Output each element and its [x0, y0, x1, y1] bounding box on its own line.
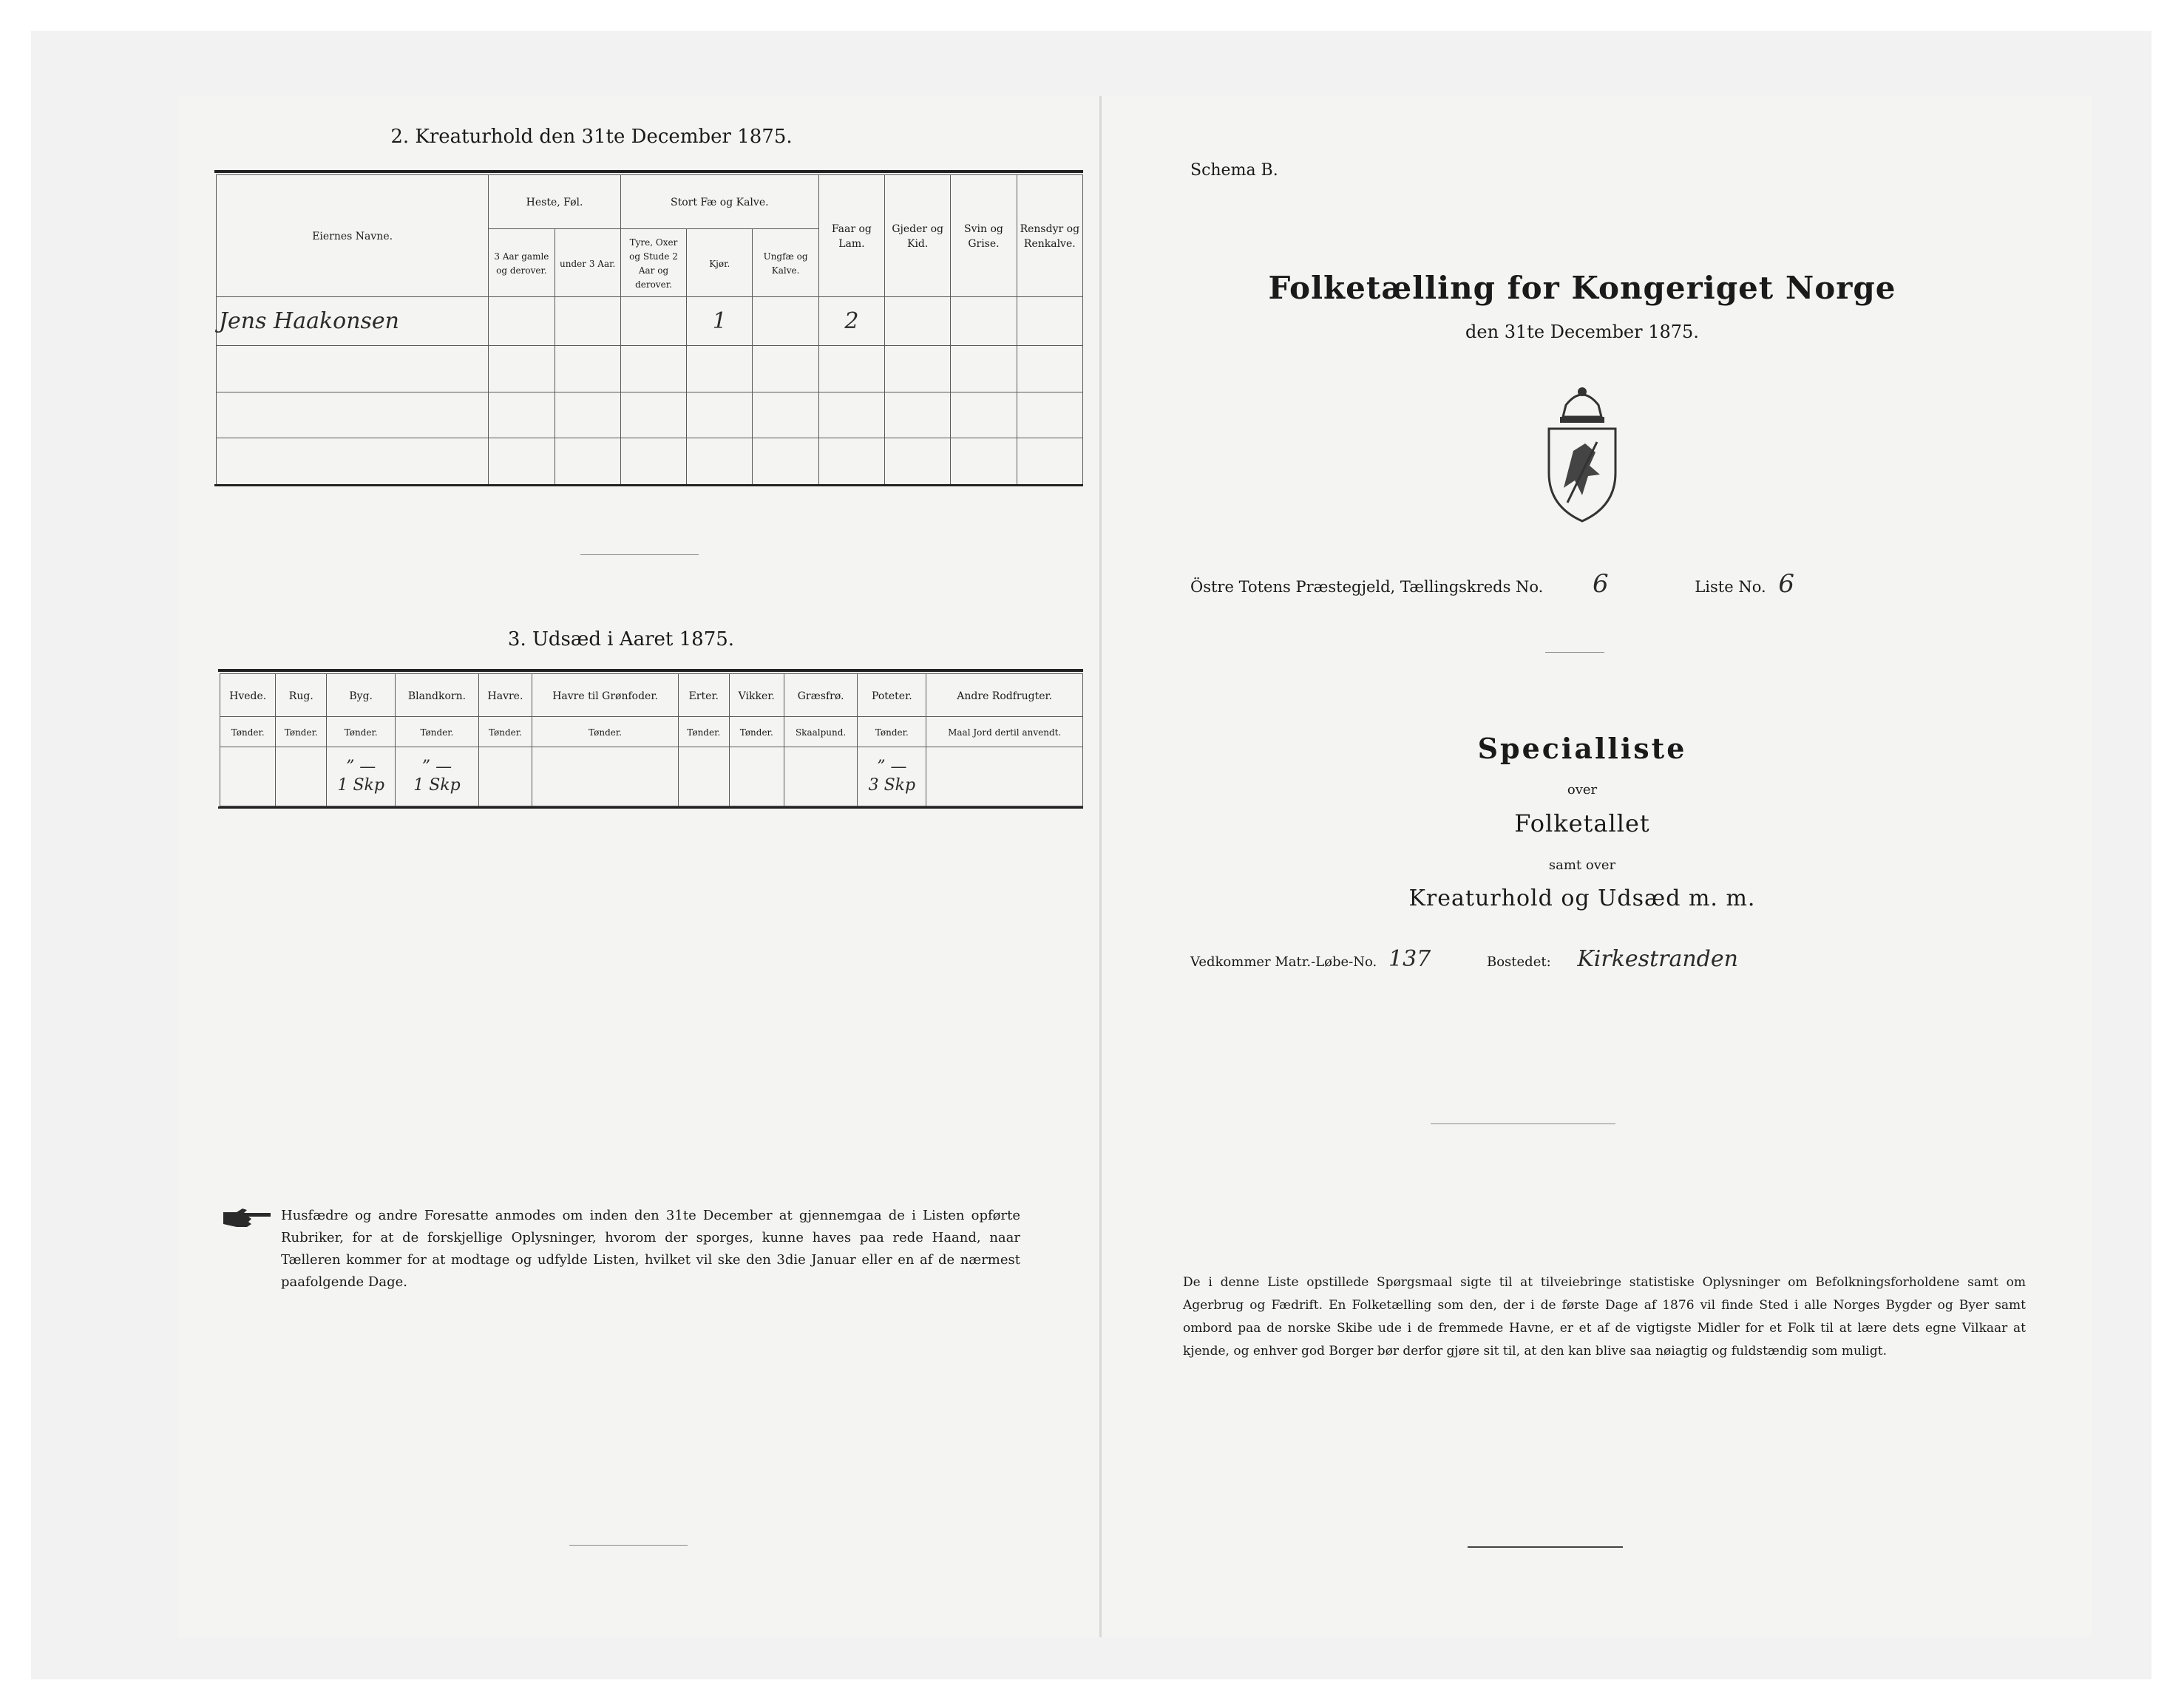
parish-name: Östre Totens	[1190, 578, 1291, 596]
seed-value-8	[784, 747, 857, 806]
bostedet-label: Bostedet:	[1486, 954, 1551, 970]
census-date: den 31te December 1875.	[1465, 322, 1699, 342]
livestock-table	[216, 174, 1083, 485]
calves-header: Ungfæ og Kalve.	[753, 228, 818, 296]
seed-unit-0: Tønder.	[220, 717, 276, 747]
livestock-title: 2. Kreaturhold den 31te December 1875.	[390, 126, 793, 148]
seed-bottom-rule	[218, 806, 1083, 809]
seed-unit-2: Tønder.	[327, 717, 396, 747]
horses-header: Heste, Føl.	[489, 175, 621, 229]
pigs-header: Svin og Grise.	[951, 175, 1017, 297]
seed-value-9: ” — 3 Skp	[858, 747, 926, 806]
seed-unit-10: Maal Jord dertil anvendt.	[926, 717, 1083, 747]
seed-unit-9: Tønder.	[858, 717, 926, 747]
horses-young-header: under 3 Aar.	[555, 228, 620, 296]
seed-value-2: ” — 1 Skp	[327, 747, 396, 806]
seed-header-6: Erter.	[678, 674, 729, 717]
seed-header-9: Poteter.	[858, 674, 926, 717]
district-number: 6	[1593, 569, 1609, 599]
seed-value-3: ” — 1 Skp	[396, 747, 478, 806]
reindeer-header: Rensdyr og Renkalve.	[1017, 175, 1082, 297]
kreaturhold-heading: Kreaturhold og Udsæd m. m.	[1408, 886, 1756, 911]
reindeer-cell	[1017, 297, 1082, 346]
cows-header: Kjør.	[687, 228, 753, 296]
samt-over-label: samt over	[1548, 857, 1616, 873]
list-number: 6	[1778, 569, 1794, 599]
cattle-header: Stort Fæ og Kalve.	[620, 175, 818, 229]
district-label: Tællingskreds No.	[1400, 578, 1544, 596]
matr-label: Vedkommer Matr.-Løbe-No.	[1190, 954, 1377, 970]
divider	[580, 554, 699, 555]
seed-header-2: Byg.	[327, 674, 396, 717]
divider	[1545, 652, 1604, 653]
seed-unit-7: Tønder.	[729, 717, 784, 747]
seed-value-6	[678, 747, 729, 806]
horses-young-cell	[555, 297, 620, 346]
livestock-top-rule	[214, 170, 1083, 173]
seed-unit-4: Tønder.	[478, 717, 532, 747]
district-line	[1190, 569, 2041, 599]
sheep-header: Faar og Lam.	[818, 175, 884, 297]
seed-unit-6: Tønder.	[678, 717, 729, 747]
seed-unit-8: Skaalpund.	[784, 717, 857, 747]
livestock-bottom-rule	[214, 484, 1083, 486]
parish-suffix: Præstegjeld,	[1295, 578, 1396, 596]
census-title: Folketælling for Kongeriget Norge	[1268, 270, 1896, 306]
bottom-divider	[1468, 1546, 1623, 1548]
seed-title: 3. Udsæd i Aaret 1875.	[507, 628, 735, 650]
seed-unit-1: Tønder.	[276, 717, 327, 747]
calves-cell	[753, 297, 818, 346]
seed-header-1: Rug.	[276, 674, 327, 717]
seed-value-5	[532, 747, 679, 806]
seed-header-4: Havre.	[478, 674, 532, 717]
seed-header-7: Vikker.	[729, 674, 784, 717]
right-page	[1102, 96, 2092, 1637]
owner-header: Eiernes Navne.	[217, 175, 489, 297]
sheep-cell: 2	[818, 297, 884, 346]
bulls-header: Tyre, Oxer og Stude 2 Aar og derover.	[620, 228, 686, 296]
coat-of-arms-icon	[1508, 384, 1656, 525]
seed-header-8: Græsfrø.	[784, 674, 857, 717]
table-row	[217, 346, 1083, 392]
seed-top-rule	[218, 669, 1083, 672]
seed-table	[220, 673, 1083, 806]
over-label: over	[1567, 782, 1598, 798]
seed-header-5: Havre til Grønfoder.	[532, 674, 679, 717]
schema-label: Schema B.	[1190, 161, 1278, 180]
seed-unit-5: Tønder.	[532, 717, 679, 747]
cows-cell: 1	[687, 297, 753, 346]
left-page	[177, 96, 1102, 1637]
seed-header-10: Andre Rodfrugter.	[926, 674, 1083, 717]
seed-unit-3: Tønder.	[396, 717, 478, 747]
folketallet-heading: Folketallet	[1514, 809, 1650, 837]
seed-value-0	[220, 747, 276, 806]
seed-header-3: Blandkorn.	[396, 674, 478, 717]
bulls-cell	[620, 297, 686, 346]
horses-old-header: 3 Aar gamle og derover.	[489, 228, 555, 296]
table-row	[217, 297, 1083, 346]
specialliste-heading: Specialliste	[1477, 732, 1687, 765]
seed-value-4	[478, 747, 532, 806]
bottom-divider	[569, 1545, 688, 1546]
goats-header: Gjeder og Kid.	[885, 175, 951, 297]
seed-header-0: Hvede.	[220, 674, 276, 717]
seed-value-1	[276, 747, 327, 806]
pigs-cell	[951, 297, 1017, 346]
bostedet-value: Kirkestranden	[1577, 946, 1738, 972]
matr-line	[1190, 946, 2041, 972]
table-row	[217, 438, 1083, 485]
horses-old-cell	[489, 297, 555, 346]
goats-cell	[885, 297, 951, 346]
list-label: Liste No.	[1695, 578, 1766, 596]
seed-value-7	[729, 747, 784, 806]
table-row	[217, 392, 1083, 438]
owner-name: Jens Haakonsen	[217, 297, 489, 346]
table-row	[220, 747, 1083, 806]
notice-text: Husfædre og andre Foresatte anmodes om inden den 31te December at gjennemgaa de i Listen opførte Rubriker, for at de forskjellige Oplysninger, hvorom der sporges, kunne haves paa rede Haand, naar Tælleren kommer for at modtage og udfylde Listen, hvilket vil ske den 3die Januar eller en af de nærmest paafolgende Dage.	[281, 1208, 1020, 1290]
pointing-hand-icon	[222, 1206, 274, 1228]
seed-value-10	[926, 747, 1083, 806]
intro-text: De i denne Liste opstillede Spørgsmaal sigte til at tilveiebringe statistiske Oplysninger om Befolkningsforholdene samt om Agerbrug og Fædrift. En Folketælling som den, der i de første Dage af 1876 vil finde Sted i alle Norges Bygder og Byer samt ombord paa de norske Skibe ude i de fremmede Havne, er et af de vigtigste Midler for et Folk til at lære dets egne Vilkaar at kjende, og enhver god Borger bør derfor gjøre sit til, at den kan blive saa nøiagtig og fuldstændig som muligt.	[1183, 1275, 2026, 1359]
matr-number: 137	[1388, 946, 1431, 972]
